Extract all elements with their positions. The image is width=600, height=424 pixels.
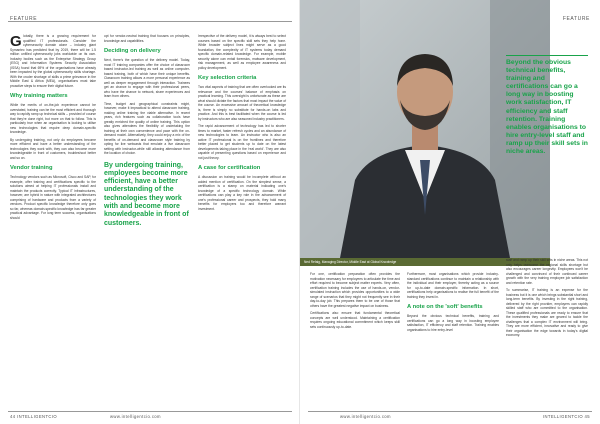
body-paragraph: Irrespective of the delivery model, it is always best to select courses based on the specific skill sets they help hone. While broader subject lines might serve as a good foundation, the complexity of IT systems today demand specific domain-related knowledge. For example, mobile security alone can entail forensics, malware development, risk management, as well as employee awareness and policy development. — [198, 34, 286, 70]
body-paragraph: Next, there's the question of the delivery model. Today, most IT training companies offer the choice of classroom based instructor-led training as well as online computer-based training, both of which have their unique benefits. Classroom training allows a more personal experience as well as deeper engagement through interaction. Trainees get an chance to engage with their professional peers, who have the chance to network, share experiences and learn from others. — [104, 58, 190, 98]
heading-why-training-matters: Why training matters — [10, 93, 68, 99]
pull-quote-right: Beyond the obvious technical benefits, training and certifications can go a long way in boosting work satisfaction, IT efficiency and staff retention. Training enables organisations to hire entry-level staff and ramp up their skill sets in niche areas. — [506, 59, 588, 156]
right-quote-column — [506, 55, 588, 156]
feature-label-left: FEATURE — [10, 16, 38, 22]
body-paragraph: Two vital aspects of training that are often overlooked are its relevance and the courses' balance of emphasis on practical learning. This oversight is unfortunate as these are what should dictate the factors that most impact the value of the course. An excessive amount of theoretical knowledge is, there is simply no substitute for hands-on labs and practice. And this is best facilitated when the course is led by instructors who are also seasoned industry practitioners. — [198, 85, 286, 121]
body-paragraph: Certifications also ensure that fundamental theoretical concepts are well understood. Maintaining a certification requires ongoing educational commitment which keeps skill sets continuously up-to-date. — [310, 311, 400, 329]
right-column-3 — [506, 258, 588, 341]
body-paragraph: opt for vendor-neutral training that focuses on principles, knowledge and capabilities. — [104, 34, 190, 43]
quote-rule — [506, 55, 588, 56]
footer-rule — [308, 411, 592, 412]
right-column-1 — [310, 272, 400, 332]
body-paragraph: A discussion on training would be incomplete without an added mention of certification. On the simplest sense, a certification is a stamp on material indicating one's knowledge of a specific technology domain. While certifications can play a key role in the advancement of one's professional career and prospects, they hold many benefits for employers too and therefore warrant investment. — [198, 175, 286, 211]
footer-website-left: www.intelligentcio.com — [110, 414, 161, 419]
right-page — [300, 0, 600, 424]
intro-paragraph: Globally, there is a growing requirement for qualified IT professionals. Consider the cybersecurity domain alone – industry giant Symantec has predicted that by 2019, there will be 1.5 million unfilled cybersecurity jobs worldwide on its own. Industry bodies such as the Enterprise Strategy Group (ESG) and Information Systems Security Association (ISSA) found that 69% of the organisations have already been impacted by the global cybersecurity skills shortage. With the cruder shortage of skills a prime grievance in the Middle East & Africa (MEA), organisations must take proactive steps to ensure their digital future. — [10, 32, 96, 88]
heading-deciding-on-delivery: Deciding on delivery — [104, 48, 161, 54]
dropcap: G — [10, 32, 22, 50]
body-paragraph: Furthermore, most organisations which provide industry-standard certifications continue to maintain a relationship with the individual and their employer, thereby acting as a source for up-to-date domain-specific information. In short, certifications help organisations to realise the full benefit of the training they invest in. — [407, 272, 499, 299]
left-column-2 — [104, 34, 190, 234]
header-rule — [8, 12, 292, 22]
feature-label-right: FEATURE — [562, 16, 590, 22]
body-paragraph: staff and ramp up their skill sets in niche areas. This not only helps overcome the regional skills shortage but also encourages career longevity. Employees won't be challenged and convinced of their continued career growth with the very training employee job satisfaction and retention rate. — [506, 258, 588, 285]
heading-vendor-training: Vendor training — [10, 165, 53, 171]
heading-key-selection-criteria: Key selection criteria — [198, 75, 257, 81]
photo-caption: Ned Refaig, Managing Director, Middle East at Global Knowledge — [300, 258, 550, 266]
footer-page-number-right: INTELLIGENTCIO 45 — [542, 414, 590, 419]
right-column-2 — [407, 272, 499, 335]
body-paragraph: For one, certification preparation often provides the motivation necessary for employees to articulate the time and effort required to become subject matter experts. Very often, certification training includes the use of hands-on, vendor-simulated instruction which provides opportunities to a wide range of scenarios that they might not frequently see in their day-to-day job. This prepares them to be one of those that others have the greatest negative impact on business. — [310, 272, 400, 308]
body-paragraph: Beyond the obvious technical benefits, training and certifications can go a long way in boosting employee satisfaction, IT efficiency and staff retention. Training enables organisations to hire entry-level — [407, 314, 499, 332]
body-paragraph: To summarise, IT training is an expense for the business but it is one which brings substantial short and long-term benefits. By investing in the right training, delivered by the right provider, employers can rapidly skilled staff who are committed to the organisation. These qualified professionals are ready to ensure that the investments they make are geared to tackle the challenges that a complex IT environment will bring. They are more efficient, innovative and ready to give their organisation the edge towards in today's digital economy. — [506, 288, 588, 337]
left-column-3 — [198, 34, 286, 214]
body-paragraph: While the merits of on-the-job experience cannot be overstated, training can be the most efficient and thorough way to rapidly ramp up technical skills – provided of course that they're done right, but more on that to follow. This is particularly true when an organisation is looking to utilise new technologies that require deep domain-specific knowledge. — [10, 103, 96, 134]
heading-case-for-certification: A case for certification — [198, 165, 261, 171]
footer-rule — [8, 411, 292, 412]
footer-website-right: www.intelligentcio.com — [340, 414, 391, 419]
body-paragraph: Time, budget and geographical constraints might, however, make it impractical to attend classroom training, making online training the viable alternative. In recent years, rich features such as collaboration tools have greatly enriched the quality of online training. This option also gives attendees the flexibility of undertaking the training at their own convenience and pace with the on-demand model. Alternatively, they could enjoy a mix of the benefits of on-demand and classroom style training by opting for live webcasts that emulate a live classroom setting with instructor-while still allowing attendance from the location of choice. — [104, 101, 190, 155]
pull-quote-left: By undergoing training, employees become more efficient, have a better understanding of the technologies they work with and become more knowledgeable in front of customers. — [104, 161, 189, 227]
body-paragraph: By undergoing training, not only do employees become more efficient and have a better understanding of the technologies they work with, they can also become more knowledgeable in front of customers, troubleshoot better and so on. — [10, 137, 96, 160]
body-paragraph: Technology vendors such as Microsoft, Cisco and SAP, for example, offer training and certifications specific to the solutions aimed at helping IT professionals install and maintain the products correctly. Typical IT infrastructures, however, are hybrid in nature with integrated architectures comprising of hardware and products from a variety of vendors. Product specific knowledge therefore only goes so far, whereas domain-specific knowledge has far greater practical advantage. For long term success, organisations should — [10, 175, 96, 220]
body-paragraph: The rapid advancement of technology has led to shorter times to market, faster refresh cycles and an abundance of new technologies to learn. An instructor who is also an active IT professional is on the frontlines and therefore better placed to get students up to date on the latest developments taking place in the 'real world'. They are also capable of presenting questions based on experience and not just theory. — [198, 124, 286, 160]
left-column-1 — [10, 34, 96, 223]
heading-soft-benefits: A note on the 'soft' benefits — [407, 304, 483, 310]
footer-page-number-left: 44 INTELLIGENTCIO — [10, 414, 58, 419]
